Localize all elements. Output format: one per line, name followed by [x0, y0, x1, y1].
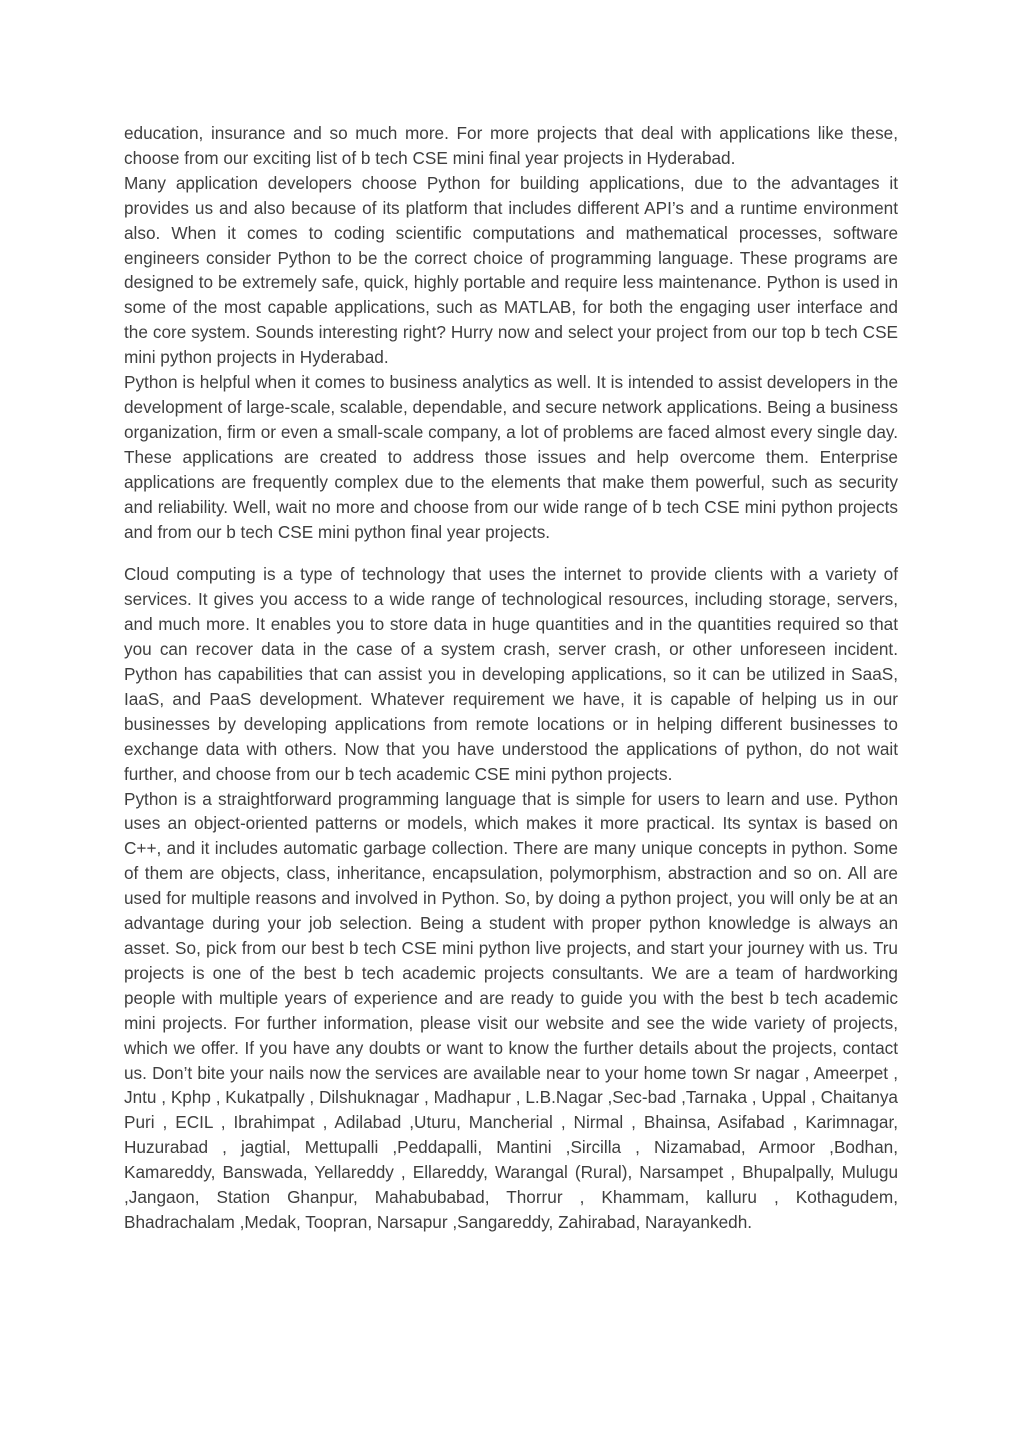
document-body — [124, 121, 898, 1235]
paragraph-education-intro: education, insurance and so much more. For more projects that deal with applications like these, choose from our exciting list of b tech CSE mini final year projects in Hyderabad. — [124, 123, 898, 168]
paragraph-python-language: Python is a straightforward programming language that is simple for users to learn and use. Python uses an object-oriented patterns or models, which makes it more practical. Its syntax is based on C++, and it includes automatic garbage collection. There are many unique concepts in python. Some of them are objects, class, inheritance, encapsulation, polymorphism, abstraction and so on. All are used for multiple reasons and involved in Python. So, by doing a python project, you will only be at an advantage during your job selection. Being a student with proper python knowledge is always an asset. So, pick from our best b tech CSE mini python live projects, and start your journey with us. Tru projects is one of the best b tech academic projects consultants. We are a team of hardworking people with multiple years of experience and are ready to guide you with the best b tech academic mini projects. For further information, please visit our website and see the wide variety of projects, which we offer. If you have any doubts or want to know the further details about the projects, contact us. Don’t bite your nails now the services are available near to your home town Sr nagar , Ameerpet , Jntu , Kphp , Kukatpally , Dilshuknagar , Madhapur , L.B.Nagar ,Sec-bad ,Tarnaka , Uppal , Chaitanya Puri , ECIL , Ibrahimpat , Adilabad ,Uturu, Mancherial , Nirmal , Bhainsa, Asifabad , Karimnagar, Huzurabad , jagtial, Mettupalli ,Peddapalli, Mantini ,Sircilla , Nizamabad, Armoor ,Bodhan, Kamareddy, Banswada, Yellareddy , Ellareddy, Warangal (Rural), Narsampet , Bhupalpally, Mulugu ,Jangaon, Station Ghanpur, Mahabubabad, Thorrur , Khammam, kalluru , Kothagudem, Bhadrachalam ,Medak, Toopran, Narsapur ,Sangareddy, Zahirabad, Narayankedh. — [124, 788, 898, 1232]
paragraph-python-applications: Many application developers choose Python for building applications, due to the advantages it provides us and also because of its platform that includes different API’s and a runtime environment also. When it comes to coding scientific computations and mathematical processes, software engineers consider Python to be the correct choice of programming language. These programs are designed to be extremely safe, quick, highly portable and require less maintenance. Python is used in some of the most capable applications, such as MATLAB, for both the engaging user interface and the core system. Sounds interesting right? Hurry now and select your project from our top b tech CSE mini python projects in Hyderabad. — [124, 172, 898, 368]
paragraph-cloud-computing: Cloud computing is a type of technology that uses the internet to provide clients with a variety of services. It gives you access to a wide range of technological resources, including storage, servers, and much more. It enables you to store data in huge quantities and in the quantities required so that you can recover data in the case of a system crash, server crash, or other unforeseen incident. Python has capabilities that can assist you in developing applications, so it can be utilized in SaaS, IaaS, and PaaS development. Whatever requirement we have, it is capable of helping us in our businesses by developing applications from remote locations or in helping different businesses to exchange data with others. Now that you have understood the applications of python, do not wait further, and choose from our b tech academic CSE mini python projects. — [124, 564, 898, 784]
paragraph-business-analytics: Python is helpful when it comes to business analytics as well. It is intended to assist developers in the development of large-scale, scalable, dependable, and secure network applications. Being a business organization, firm or even a small-scale company, a lot of problems are faced almost every single day. These applications are created to address those issues and help overcome them. Enterprise applications are frequently complex due to the elements that make them powerful, such as security and reliability. Well, wait no more and choose from our wide range of b tech CSE mini python projects and from our b tech CSE mini python final year projects. — [124, 372, 898, 542]
